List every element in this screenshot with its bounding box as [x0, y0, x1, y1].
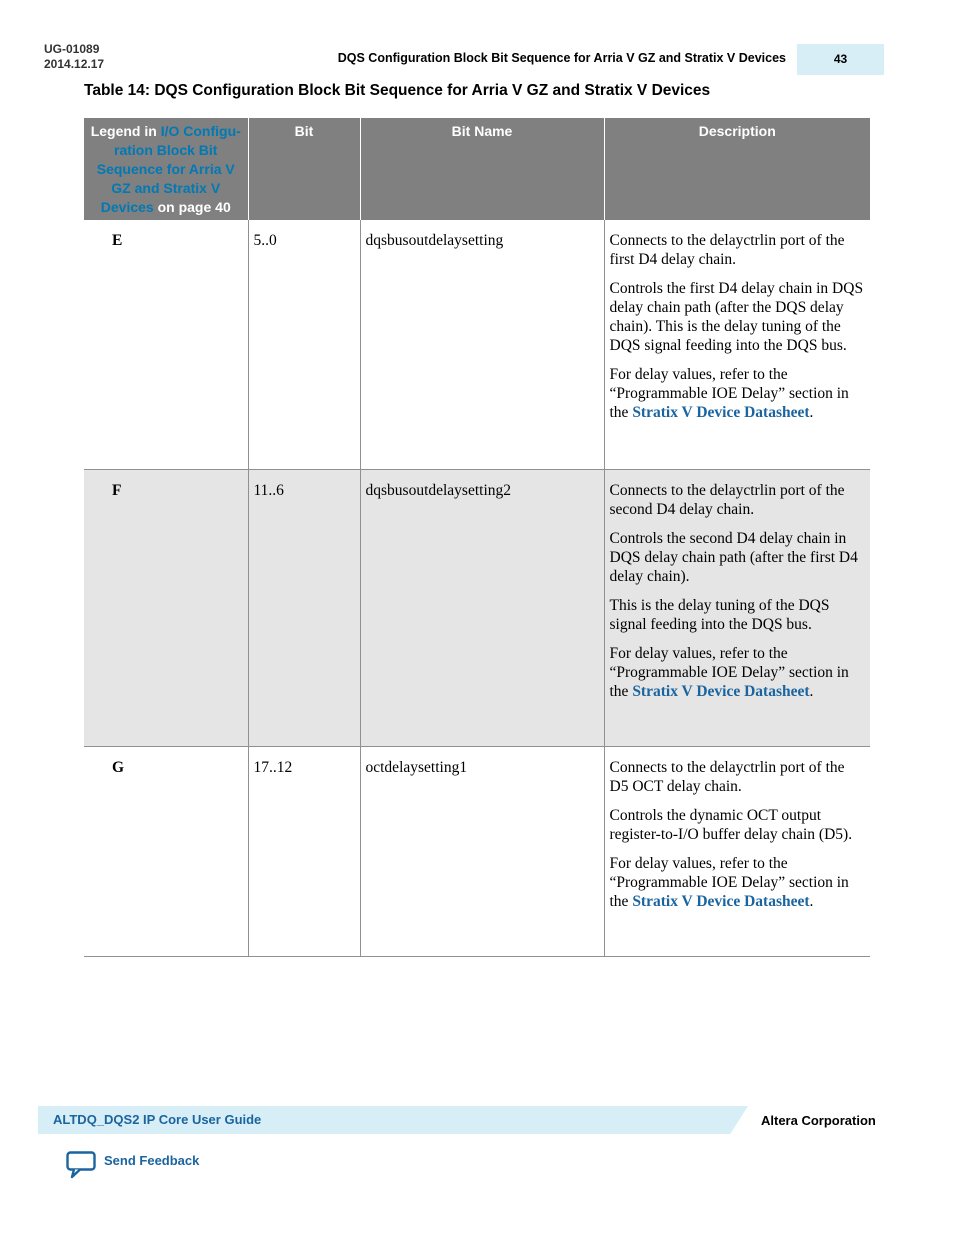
description-paragraph	[610, 365, 866, 422]
table-row	[84, 469, 870, 746]
doc-date: 2014.12.17	[44, 57, 105, 71]
paragraph-text: For delay values, refer to the “Programmable IOE Delay” section in the	[609, 854, 849, 910]
column-header-bit: Bit	[248, 118, 360, 220]
description-cell	[604, 746, 870, 956]
bit-name-cell: dqsbusoutdelaysetting2	[360, 469, 604, 746]
footer-company: Altera Corporation	[761, 1113, 876, 1128]
column-header-description: Description	[604, 118, 870, 220]
paragraph-text: .	[809, 682, 814, 700]
column-header-bit-name: Bit Name	[360, 118, 604, 220]
legend-cell: F	[84, 469, 248, 746]
legend-page-ref: on page 40	[153, 199, 231, 215]
legend-cell: G	[84, 746, 248, 956]
doc-id: UG-01089	[44, 42, 100, 56]
bit-cell: 11..6	[248, 469, 360, 746]
description-paragraph: Connects to the delayctrlin port of the first D4 delay chain.	[609, 232, 845, 268]
speech-bubble-icon	[66, 1151, 96, 1184]
description-paragraph: Connects to the delayctrlin port of the second D4 delay chain.	[609, 481, 845, 518]
datasheet-link[interactable]: Stratix V Device Datasheet	[632, 682, 810, 700]
legend-cross-reference-link[interactable]: I/O Configu-ration Block Bit Sequence for Arria V GZ and Stratix V Devices	[96, 123, 241, 215]
send-feedback-link[interactable]	[66, 1151, 199, 1179]
bit-cell: 5..0	[248, 220, 360, 469]
running-title: DQS Configuration Block Bit Sequence for Arria V GZ and Stratix V Devices	[337, 51, 786, 65]
bit-name-cell: octdelaysetting1	[360, 746, 604, 956]
document-info	[44, 42, 104, 72]
description-paragraph: Controls the second D4 delay chain in DQS delay chain path (after the first D4 delay chain).	[609, 529, 858, 585]
table-caption: Table 14: DQS Configuration Block Bit Sequence for Arria V GZ and Stratix V Devices	[84, 82, 711, 99]
description-cell	[604, 220, 870, 469]
description-paragraph: This is the delay tuning of the DQS signal feeding into the DQS bus.	[609, 596, 830, 633]
send-feedback-label: Send Feedback	[104, 1153, 200, 1168]
legend-cell: E	[84, 220, 248, 469]
description-paragraph: Connects to the delayctrlin port of the D5 OCT delay chain.	[609, 758, 845, 795]
legend-prefix: Legend in	[90, 123, 157, 139]
footer-guide-title: ALTDQ_DQS2 IP Core User Guide	[53, 1112, 262, 1127]
description-paragraph: Controls the dynamic OCT output register-to-I/O buffer delay chain (D5).	[609, 806, 853, 843]
datasheet-link[interactable]: Stratix V Device Datasheet	[632, 892, 810, 910]
table-row	[84, 220, 870, 469]
bit-sequence-table	[84, 118, 870, 957]
description-paragraph	[610, 854, 866, 911]
table-row	[84, 746, 870, 956]
paragraph-text: For delay values, refer to the “Programmable IOE Delay” section in the	[609, 644, 849, 700]
paragraph-text: .	[809, 892, 814, 910]
bit-name-cell: dqsbusoutdelaysetting	[360, 220, 604, 469]
paragraph-text: For delay values, refer to the “Programmable IOE Delay” section in the	[609, 366, 849, 421]
description-paragraph	[610, 644, 866, 701]
page-number: 43	[797, 44, 884, 75]
bit-cell: 17..12	[248, 746, 360, 956]
description-cell	[604, 469, 870, 746]
table-header-row	[84, 118, 870, 220]
column-header-legend	[84, 118, 248, 220]
paragraph-text: .	[809, 404, 814, 421]
datasheet-link[interactable]: Stratix V Device Datasheet	[632, 404, 810, 421]
description-paragraph: Controls the first D4 delay chain in DQS delay chain path (after the DQS delay chain). This is the delay tuning of the DQS signal feeding into the DQS bus.	[609, 280, 864, 354]
